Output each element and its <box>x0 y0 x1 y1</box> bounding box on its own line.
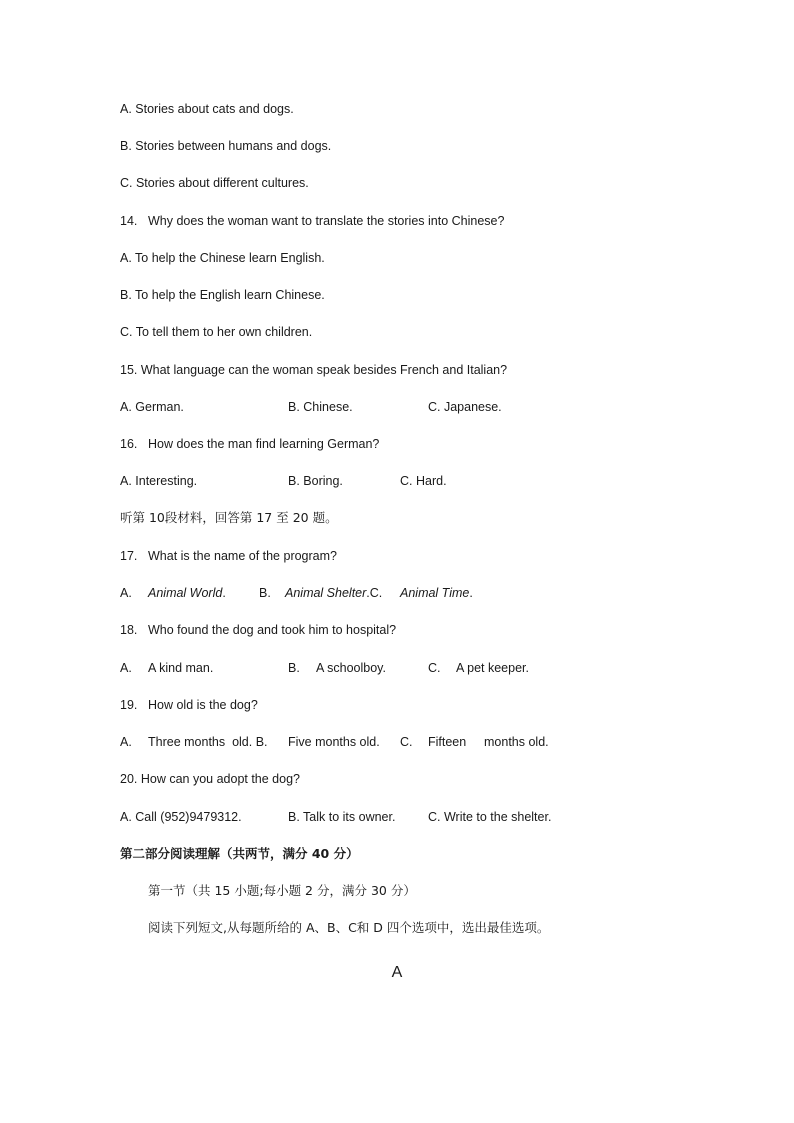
q17-option-b-text: Animal Shelter <box>285 586 367 600</box>
q14-option-b: B. To help the English learn Chinese. <box>120 288 325 302</box>
q17-stem: What is the name of the program? <box>148 549 337 563</box>
q19-option-b: Five months old. <box>288 735 380 749</box>
q17-option-c-tail: . <box>469 586 473 600</box>
q17-option-a-label: A. <box>120 586 132 600</box>
q17-option-c <box>400 585 473 601</box>
q18-option-c-label: C. <box>428 661 441 675</box>
q16-option-c: C. Hard. <box>400 474 447 488</box>
q19-option-a-label: A. <box>120 735 132 749</box>
q18-option-b-label: B. <box>288 661 300 675</box>
q18-stem: Who found the dog and took him to hospital? <box>148 623 397 637</box>
q13-option-b: B. Stories between humans and dogs. <box>120 139 332 153</box>
q18-option-a-label: A. <box>120 661 132 675</box>
q17-number: 17. <box>120 549 138 563</box>
q15-option-a: A. German. <box>120 400 184 414</box>
part-two-heading: 第二部分阅读理解（共两节，满分 40 分） <box>120 846 359 861</box>
q14-option-c: C. To tell them to her own children. <box>120 325 313 339</box>
q17-option-c-text: Animal Time <box>400 586 470 600</box>
section-10-instruction: 听第 10段材料，回答第 17 至 20 题。 <box>120 510 338 525</box>
q19-option-c-part2: months old. <box>484 735 549 749</box>
q16-stem: How does the man find learning German? <box>148 437 380 451</box>
q18-number: 18. <box>120 623 138 637</box>
q14-number: 14. <box>120 214 138 228</box>
q19-option-a: Three months old. B. <box>148 735 268 749</box>
passage-letter: A <box>391 964 403 981</box>
q17-option-b-label: B. <box>259 586 271 600</box>
q17-option-a-tail: . <box>222 586 226 600</box>
q20-stem: 20. How can you adopt the dog? <box>120 772 300 786</box>
q16-option-a: A. Interesting. <box>120 474 198 488</box>
section-one-heading: 第一节（共 15 小题;每小题 2 分，满分 30 分） <box>148 883 416 898</box>
q17-option-b <box>285 585 382 601</box>
q15-option-b: B. Chinese. <box>288 400 353 414</box>
reading-instruction: 阅读下列短文,从每题所给的 A、B、C和 D 四个选项中，选出最佳选项。 <box>148 920 550 935</box>
q13-option-a: A. Stories about cats and dogs. <box>120 102 294 116</box>
q19-option-c-label: C. <box>400 735 413 749</box>
q18-option-c: A pet keeper. <box>456 661 529 675</box>
q18-option-a: A kind man. <box>148 661 214 675</box>
q20-option-a: A. Call (952)9479312. <box>120 810 242 824</box>
q17-option-a <box>148 585 226 601</box>
q20-option-b: B. Talk to its owner. <box>288 810 396 824</box>
q15-option-c: C. Japanese. <box>428 400 502 414</box>
q18-option-b: A schoolboy. <box>316 661 386 675</box>
q19-number: 19. <box>120 698 138 712</box>
q17-option-a-text: Animal World <box>148 586 223 600</box>
q15-stem: 15. What language can the woman speak besides French and Italian? <box>120 363 508 377</box>
q19-stem: How old is the dog? <box>148 698 258 712</box>
q19-option-c-part1: Fifteen <box>428 735 467 749</box>
q14-stem: Why does the woman want to translate the stories into Chinese? <box>148 214 505 228</box>
q17-option-b-tail: .C. <box>366 586 383 600</box>
q13-option-c: C. Stories about different cultures. <box>120 176 309 190</box>
q16-number: 16. <box>120 437 138 451</box>
q14-option-a: A. To help the Chinese learn English. <box>120 251 325 265</box>
q20-option-c: C. Write to the shelter. <box>428 810 552 824</box>
q16-option-b: B. Boring. <box>288 474 343 488</box>
